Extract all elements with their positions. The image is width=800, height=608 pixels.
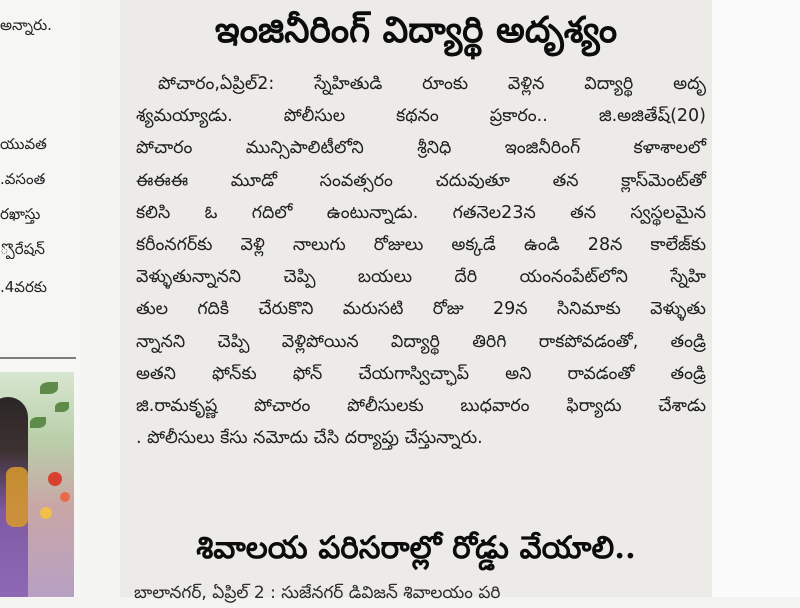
column-divider: [0, 357, 76, 359]
previous-article-line: రఖాస్తు: [0, 205, 41, 223]
article-body-line: న్నానని చెప్పి వెళ్లిపోయిన విద్యార్థి తిరిగి రాకపోవడంతో, తండ్రి: [136, 331, 706, 352]
article-body-line: కలిసి ఓ గదిలో ఉంటున్నాడు. గతనెల23న తన స్వస్థలమైన: [136, 202, 706, 223]
article-body-line: ఈఈఈ మూడో సంవత్సరం చదువుతూ తన క్లాస్‌మెంట్‌తో: [136, 170, 706, 191]
article-body-line: తుల గదికి చేరుకొని మరుసటి రోజు 29న సినిమాకు వెళ్ళుతు: [136, 299, 706, 320]
article-body-line: అతని ఫోన్‌కు ఫోన్ చేయగాస్విచ్ఛాప్ అని రావడంతో తండ్రి: [136, 363, 706, 384]
previous-article-line: యువత: [0, 135, 47, 153]
article-body-line: శ్యమయ్యాడు. పోలీసుల కథనం ప్రకారం.. జి.అజితేష్(20): [136, 106, 706, 127]
article-column: [120, 0, 712, 603]
previous-article-line: అన్నారు.: [0, 16, 52, 34]
article-body-line: జి.రామకృష్ణ పోచారం పోలీసులకు బుధవారం ఫిర్యాదు చేశాడు: [136, 396, 706, 417]
news-photo: [0, 372, 74, 597]
previous-article-line: ్పొరేషన్: [0, 240, 45, 258]
article-body: [136, 68, 706, 454]
article-body-line: . పోలీసులు కేసు నమోదు చేసి దర్యాప్తు చేస్తున్నారు.: [136, 428, 483, 449]
page-margin: [712, 0, 800, 597]
article-body-line: కరీంనగర్‌కు వెళ్లి నాలుగు రోజులు అక్కడే ఉండి 28న కాలేజ్‌కు: [136, 235, 706, 256]
next-article-headline: శివాలయ పరిసరాల్లో రోడ్డు వేయాలి..: [196, 530, 636, 566]
previous-article-line: .వసంత: [0, 170, 46, 188]
previous-article-line: .4వరకు: [0, 278, 47, 296]
article-body-line: వెళ్ళుతున్నానని చెప్పి బయలు దేరి యంనంపేట్‌లోని స్నేహి: [136, 267, 706, 288]
next-article-first-line: బాలానగర్, ఏప్రిల్ 2 : సుజేనగర్ డివిజన్ శివాలయం పరి: [134, 583, 501, 603]
article-body-line: పోచారం మున్సిపాలిటీలోని శ్రీనిధి ఇంజినీరింగ్ కళాశాలలో: [136, 138, 706, 159]
article-headline: ఇంజినీరింగ్ విద్యార్థి అదృశ్యం: [214, 9, 618, 51]
article-body-line: పోచారం,ఏప్రిల్2: స్నేహితుడి రూంకు వెళ్లిన విద్యార్థి అదృ: [158, 74, 706, 94]
previous-article-column: [0, 0, 80, 597]
